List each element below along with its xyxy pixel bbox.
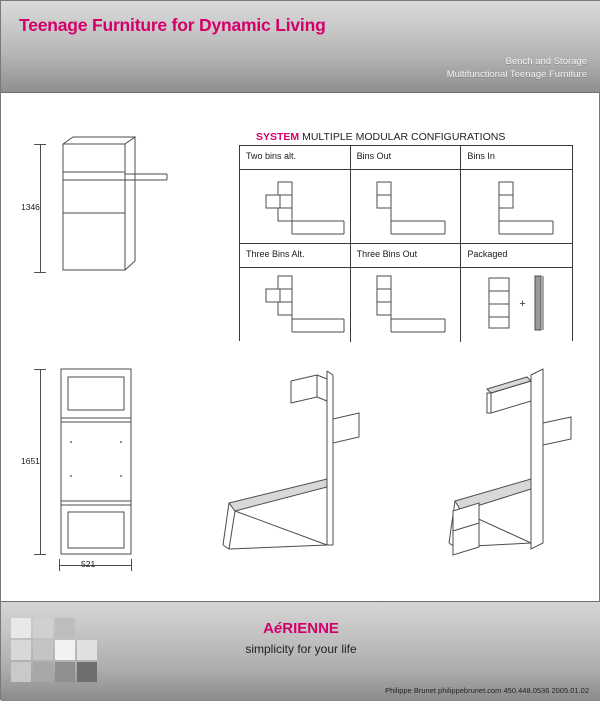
figure-two-bins-alt-svg	[248, 176, 351, 244]
dimension-line-vertical	[40, 144, 41, 272]
dimension-line-vertical-2	[40, 369, 41, 554]
dimension-label-width-521: 521	[81, 559, 96, 569]
config-figure-bins-out	[351, 170, 462, 244]
packaged-plus-symbol: +	[519, 298, 526, 310]
config-figure-packaged	[461, 268, 572, 342]
dimension-label-height-1346: 1346	[21, 202, 40, 212]
system-heading-strong: SYSTEM	[256, 131, 300, 143]
page-title: Teenage Furniture for Dynamic Living	[19, 15, 326, 35]
brand-name	[1, 620, 600, 637]
dimension-label-height-1651: 1651	[21, 456, 40, 466]
brand-name-pre: A	[263, 620, 274, 637]
perspective-bench-open-svg	[209, 363, 369, 563]
brand-tagline: simplicity for your life	[245, 642, 357, 656]
swatch	[77, 662, 97, 682]
figure-three-bins-out-svg	[359, 272, 462, 342]
swatch	[55, 662, 75, 682]
system-configuration-grid	[239, 145, 573, 341]
dimension-tick-top	[34, 144, 46, 145]
figure-bins-in-svg	[469, 176, 572, 244]
elevation-bottom-svg	[59, 366, 169, 566]
page-header	[1, 1, 600, 93]
config-label-three-bins-out: Three Bins Out	[351, 244, 462, 268]
contact-info: Philippe Brunet philippebrunet.com 450.448.0536 2005.01.02	[385, 686, 589, 695]
dimension-tick-bottom	[34, 272, 46, 273]
config-label-two-bins-alt: Two bins alt.	[240, 146, 351, 170]
config-label-three-bins-alt: Three Bins Alt.	[240, 244, 351, 268]
swatch	[33, 662, 53, 682]
config-label-packaged: Packaged	[461, 244, 572, 268]
config-figure-two-bins-alt	[240, 170, 351, 244]
brand-name-accent: é	[273, 620, 283, 637]
figure-three-bins-alt-svg	[248, 272, 351, 342]
header-subtitle-line2: Multifunctional Teenage Furniture	[446, 69, 587, 80]
figure-bins-out-svg	[359, 176, 462, 244]
page-footer	[1, 601, 600, 701]
header-subtitle-line1: Bench and Storage	[505, 56, 587, 67]
brand-name-post: RIENNE	[282, 620, 339, 637]
dimension-tick-bottom-2	[34, 554, 46, 555]
config-figure-three-bins-out	[351, 268, 462, 342]
dimension-tick-top-2	[34, 369, 46, 370]
config-label-bins-in: Bins In	[461, 146, 572, 170]
system-heading-rest: MULTIPLE MODULAR CONFIGURATIONS	[299, 131, 506, 143]
elevation-top-svg	[59, 141, 179, 291]
header-subtitle	[447, 55, 587, 81]
perspective-full-assembly-svg	[431, 361, 581, 561]
config-figure-bins-in	[461, 170, 572, 244]
config-label-bins-out: Bins Out	[351, 146, 462, 170]
config-figure-three-bins-alt	[240, 268, 351, 342]
swatch	[11, 662, 31, 682]
system-heading	[256, 131, 505, 143]
